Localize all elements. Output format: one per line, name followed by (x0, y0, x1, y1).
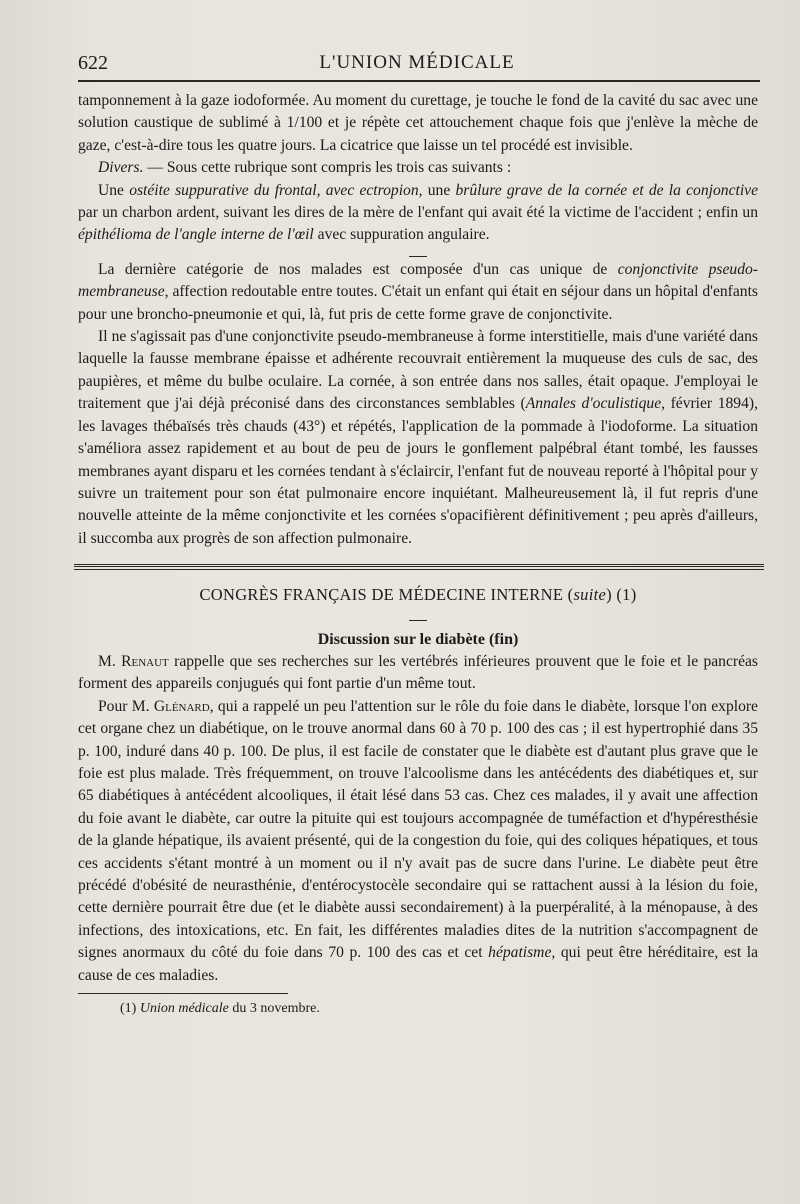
paragraph-renaut (78, 651, 758, 696)
paragraph-cases (78, 180, 758, 247)
short-separator (78, 611, 758, 623)
section-title: CONGRÈS FRANÇAIS DE MÉDECINE INTERNE (suite) (1) (199, 585, 637, 605)
section-title-suite: suite (573, 585, 607, 605)
page-number: 622 (78, 52, 108, 74)
paragraph-last-category (78, 259, 758, 326)
footnote-text: du 3 novembre. (228, 1001, 320, 1017)
journal-title: L'UNION MÉDICALE (319, 52, 515, 73)
short-separator (78, 247, 758, 259)
section-title-text: CONGRÈS FRANÇAIS DE MÉDECINE INTERNE (199, 585, 564, 605)
italic-term: hépatisme, (488, 944, 556, 962)
paragraph-glenard (78, 696, 758, 987)
italic-term: épithélioma de l'angle interne de l'œil (78, 226, 314, 244)
rubric-label: Divers. (98, 159, 144, 177)
footnote-number: (1) (120, 1001, 140, 1017)
paragraph-text: tamponnement à la gaze iodoformée. Au moment du curettage, je touche le fond de la cavité du sac avec une solution caustique de sublimé à 1/100 et je répète cet attouchement chaque fois que j'enlève la mèche de gaze, c'est-à-dire tous les quatre jours. La cicatrice que laisse un tel procédé est invisible. (78, 92, 758, 154)
italic-term: brûlure grave de la cornée et de la conjonctive (455, 181, 758, 199)
text-run: Pour M. (98, 697, 154, 715)
footnote-rule (78, 993, 288, 994)
article-body (78, 90, 758, 1020)
italic-term: ostéite suppurative du frontal, avec ectropion, (129, 181, 423, 199)
text-run: affection redoutable entre toutes. C'était un enfant qui était en séjour dans un hôpital d'enfants pour une broncho-pneumonie et qui, là, fut pris de cette forme grave de conjonctivite. (78, 283, 758, 323)
running-head (78, 52, 756, 82)
italic-term: conjonctivite pseudo-membraneuse, (78, 260, 758, 301)
text-run: rappelle que ses recherches sur les vertébrés inférieures prouvent que le foie et le pancréas forment des appareils conjugués qui font partie d'un même tout. (78, 652, 758, 693)
italic-term: Annales d'oculistique, (525, 395, 666, 413)
text-run: Une (98, 181, 130, 199)
text-run: une (422, 181, 456, 199)
text-run: par un charbon ardent, suivant les dires de la mère de l'enfant qui avait été la victime de l'accident ; enfin un (78, 204, 758, 222)
header-rule (78, 80, 760, 82)
paragraph-text: — Sous cette rubrique sont compris les trois cas suivants : (143, 159, 512, 177)
footnote-reference: (1) (611, 585, 637, 605)
text-run: avec suppuration angulaire. (313, 226, 490, 244)
paragraph-continuation (78, 90, 758, 157)
speaker-name: M. Renaut (98, 652, 169, 670)
speaker-name: Glénard, (153, 697, 214, 715)
footnote (78, 998, 758, 1020)
section-divider (74, 564, 764, 570)
paragraph-divers (78, 157, 758, 179)
text-run: qui peut être héréditaire, est la cause de ces maladies. (78, 944, 758, 984)
text-run: Il ne s'agissait pas d'une conjonctivite pseudo-membraneuse à forme interstitielle, mais d'une variété dans laquelle la fausse membrane épaisse et adhérente recouvrait entièrement la muqueuse des culs de sac, des paupières, et même du bulbe oculaire. La cornée, à son entrée dans nos salles, était opaque. J'employai le traitement que j'ai déjà préconisé dans des circonstances semblables ( (78, 328, 758, 413)
subsection-title: Discussion sur le diabète (fin) (317, 630, 519, 648)
text-run: La dernière catégorie de nos malades est composée d'un cas unique de (98, 260, 618, 278)
footnote-source: Union médicale (139, 1001, 229, 1017)
paragraph-case-description (78, 326, 758, 550)
text-run: février 1894), les lavages thébaïsés très chauds (43°) et répétés, l'application de la pommade à l'iodoforme. La situation s'améliora assez rapidement et au bout de peu de jours le gonflement palpébral étant tombé, les fausses membranes ayant disparu et les cornées tendant à s'éclaircir, l'enfant fut de nouveau reporté à l'hôpital pour y suivre un traitement pour son état pulmonaire encore inquiétant. Malheureusement là, il fut repris d'une nouvelle atteinte de la même conjonctivite et les cornées s'opacifièrent définitivement ; peu après d'ailleurs, il succomba aux progrès de son affection pulmonaire. (78, 395, 758, 547)
text-run: qui a rappelé un peu l'attention sur le rôle du foie dans le diabète, lorsque l'on explore cet organe chez un diabétique, on le trouve anormal dans 60 à 70 p. 100 des cas ; il est hypertrophié dans 35 p. 100, induré dans 40 p. 100. De plus, il est facile de constater que le diabète est d'autant plus grave que le foie est plus malade. Très fréquemment, on trouve l'alcoolisme dans les antécédents des diabétiques et, sur 65 diabétiques à antécédent alcooliques, il était lésé dans 53 cas. Chez ces malades, il y avait une affection du foie avant le diabète, car outre la pituite qui est toujours accompagnée de tuméfaction et d'hypéresthésie de la glande hépatique, ils avaient présenté, qui de la congestion du foie, qui des coliques hépatiques, et tous ces accidents s'étant montré à un moment ou il n'y avait pas de sucre dans l'urine. Le diabète peut être précédé d'obésité de neurasthénie, d'entérocystocèle secondaire qui se rattachent aussi à la lésion du foie, cette dernière pourrait être due (et le diabète aussi secondairement) à la puerpéralité, à la ménopause, à des infections, des intoxications, etc. En fait, les différentes maladies dites de la nutrition s'accompagnent de signes anormaux du côté du foie dans 70 p. 100 des cas et cet (78, 697, 758, 962)
